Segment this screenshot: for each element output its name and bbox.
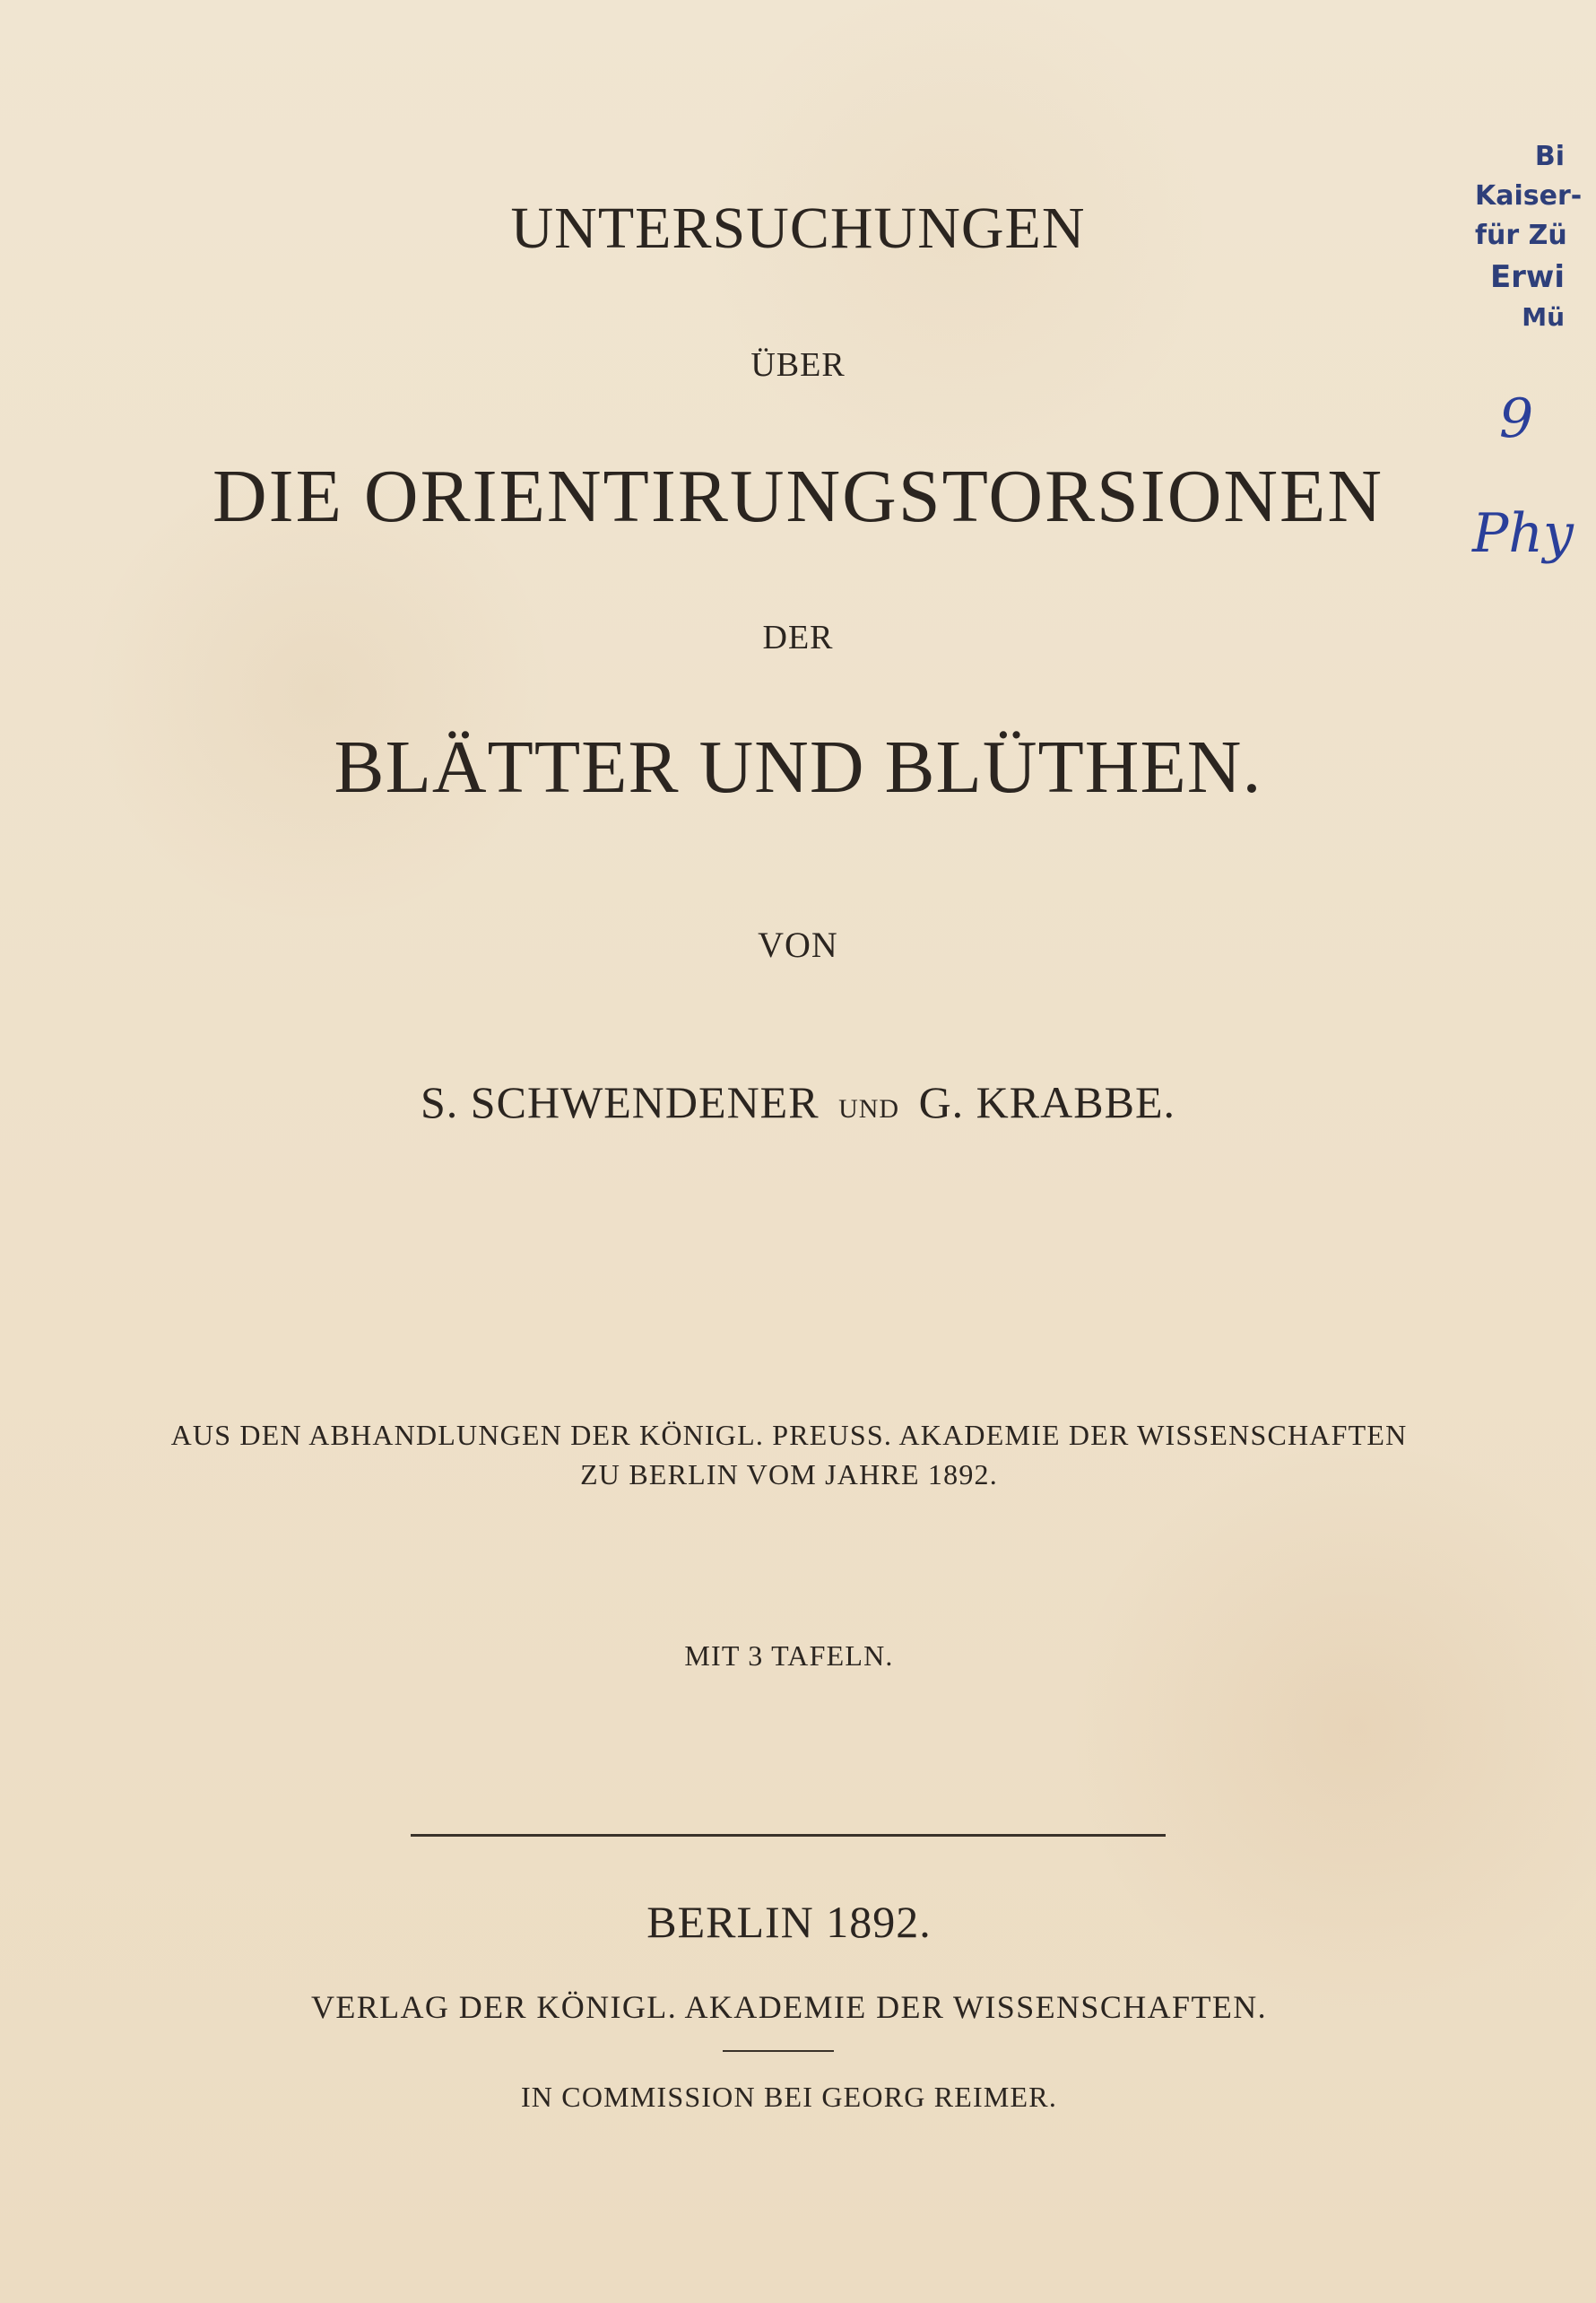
by-label: VON [758,925,838,965]
source-line-1: AUS DEN ABHANDLUNGEN DER KÖNIGL. PREUSS. AKADEMIE DER WISSENSCHAFTEN [170,1419,1408,1451]
and-connector: UND [838,1094,900,1124]
stamp-line-5: Mü [1522,302,1565,332]
connector-ueber: ÜBER [750,346,846,384]
library-stamp [1475,141,1583,332]
source-line-2: ZU BERLIN VOM JAHRE 1892. [580,1458,998,1490]
author-1: S. SCHWENDENER [421,1077,820,1127]
stamp-line-2: Kaiser- [1475,180,1583,212]
divider-short [723,2050,834,2052]
place-year: BERLIN 1892. [646,1897,932,1947]
publisher: VERLAG DER KÖNIGL. AKADEMIE DER WISSENSCHAFTEN. [310,1989,1268,2025]
divider-long [411,1834,1166,1837]
subtitle: BLÄTTER UND BLÜTHEN. [334,726,1262,809]
author-2: G. KRABBE. [918,1077,1175,1127]
stamp-line-4: Erwi [1489,259,1565,295]
connector-der: DER [762,619,834,656]
handwritten-shelfmark: 9 [1499,387,1534,450]
main-title: UNTERSUCHUNGEN [510,196,1086,261]
commission-note: IN COMMISSION BEI GEORG REIMER. [520,2081,1058,2113]
plates-note: MIT 3 TAFELN. [684,1639,894,1672]
handwritten-subject: Phy [1472,502,1574,565]
stamp-line-3: für Zü [1475,220,1567,251]
stamp-line-1: Bi [1534,141,1565,172]
authors [0,1077,1596,1127]
big-title: DIE ORIENTIRUNGSTORSIONEN [212,455,1384,538]
